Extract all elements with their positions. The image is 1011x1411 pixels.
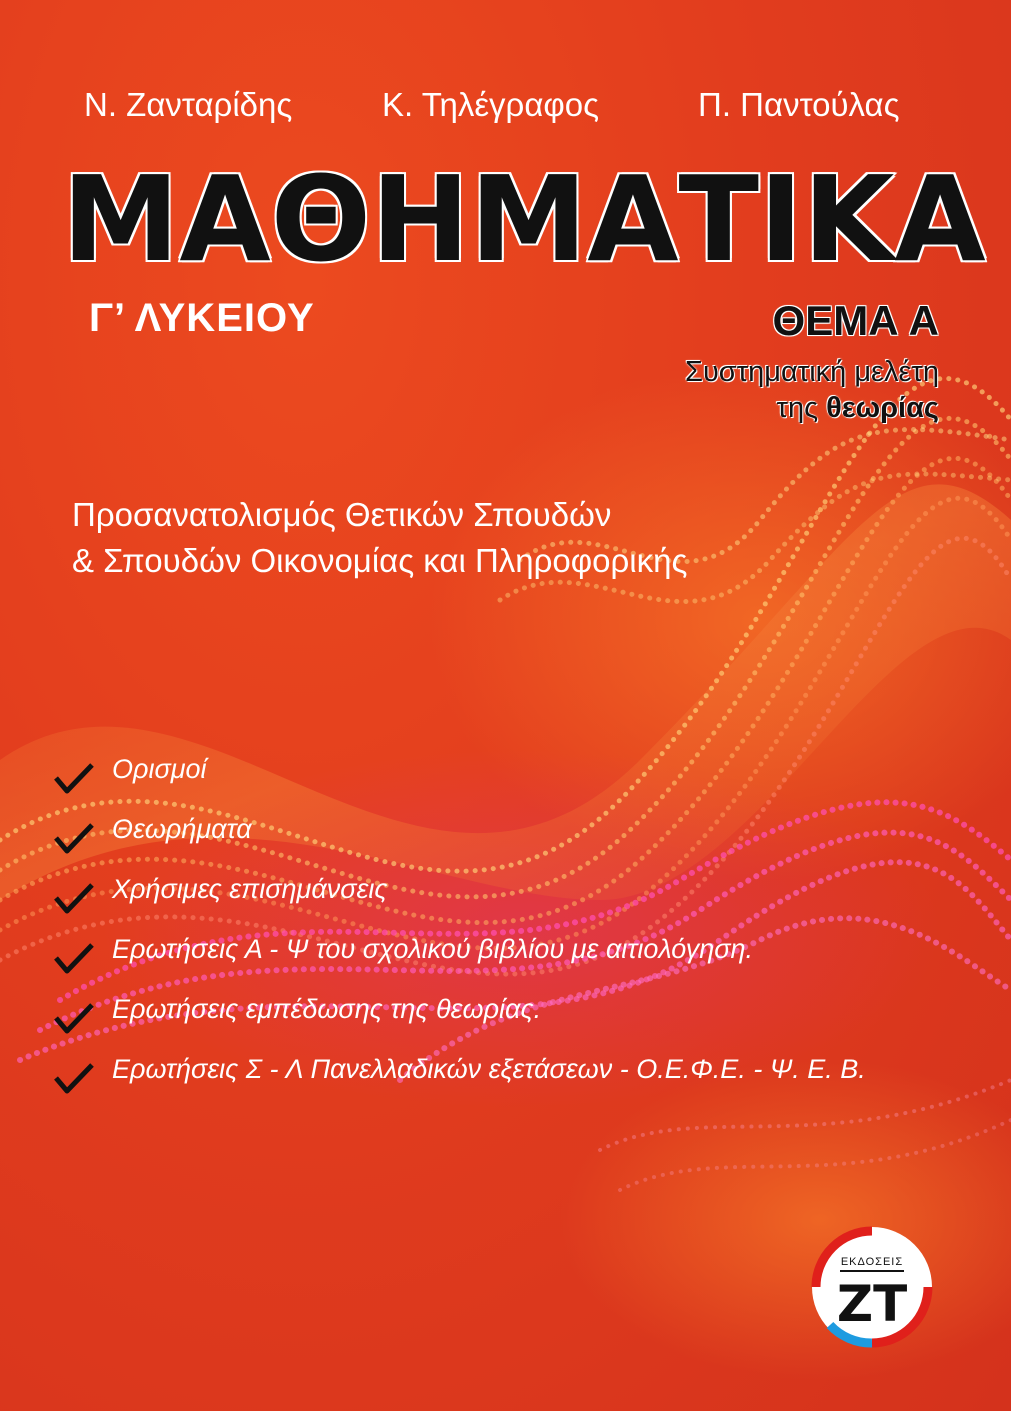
feature-item	[54, 992, 866, 1028]
publisher-mark: ZT	[836, 1275, 908, 1333]
feature-text: Ερωτήσεις Σ - Λ Πανελλαδικών εξετάσεων - Ο.Ε.Φ.Ε. - Ψ. Ε. Β.	[112, 1053, 866, 1084]
feature-text: Χρήσιμες επισημάνσεις	[112, 873, 388, 904]
topic-label: ΘΕΜΑ Α	[772, 297, 939, 344]
subtitle-prefix: της	[776, 392, 827, 425]
feature-item	[54, 812, 866, 848]
subtitle-line: Συστηματική μελέτη	[685, 356, 939, 388]
feature-item	[54, 872, 866, 908]
publisher-label: ΕΚΔΟΣΕΙΣ	[840, 1256, 904, 1268]
study-track-line: & Σπουδών Οικονομίας και Πληροφορικής	[72, 541, 688, 579]
study-track	[72, 492, 687, 583]
checkmark-icon	[54, 942, 94, 974]
feature-text: Θεωρήματα	[112, 813, 252, 844]
author-name: Ν. Ζανταρίδης	[84, 86, 293, 123]
feature-text: Ερωτήσεις εμπέδωσης της θεωρίας.	[112, 993, 542, 1024]
study-track-line: Προσανατολισμός Θετικών Σπουδών	[72, 496, 612, 533]
feature-list	[54, 752, 866, 1111]
author-name: Π. Παντούλας	[698, 86, 900, 123]
feature-item	[54, 1052, 866, 1088]
subtitle	[685, 354, 939, 427]
checkmark-icon	[54, 762, 94, 794]
subtitle-line	[685, 390, 939, 426]
grade-label: Γ’ ΛΥΚΕΙΟΥ	[89, 296, 315, 340]
checkmark-icon	[54, 1062, 94, 1094]
subtitle-emphasis: θεωρίας	[826, 392, 939, 425]
author-name: Κ. Τηλέγραφος	[382, 86, 600, 123]
feature-text: Ερωτήσεις Α - Ψ του σχολικού βιβλίου με αιτιολόγηση.	[112, 933, 754, 964]
feature-item	[54, 752, 866, 788]
checkmark-icon	[54, 1002, 94, 1034]
book-title: ΜΑΘΗΜΑΤΙΚΑ	[62, 150, 986, 288]
checkmark-icon	[54, 882, 94, 914]
feature-text: Ορισμοί	[112, 754, 207, 784]
checkmark-icon	[54, 822, 94, 854]
publisher-logo	[810, 1225, 934, 1349]
feature-item	[54, 932, 866, 968]
